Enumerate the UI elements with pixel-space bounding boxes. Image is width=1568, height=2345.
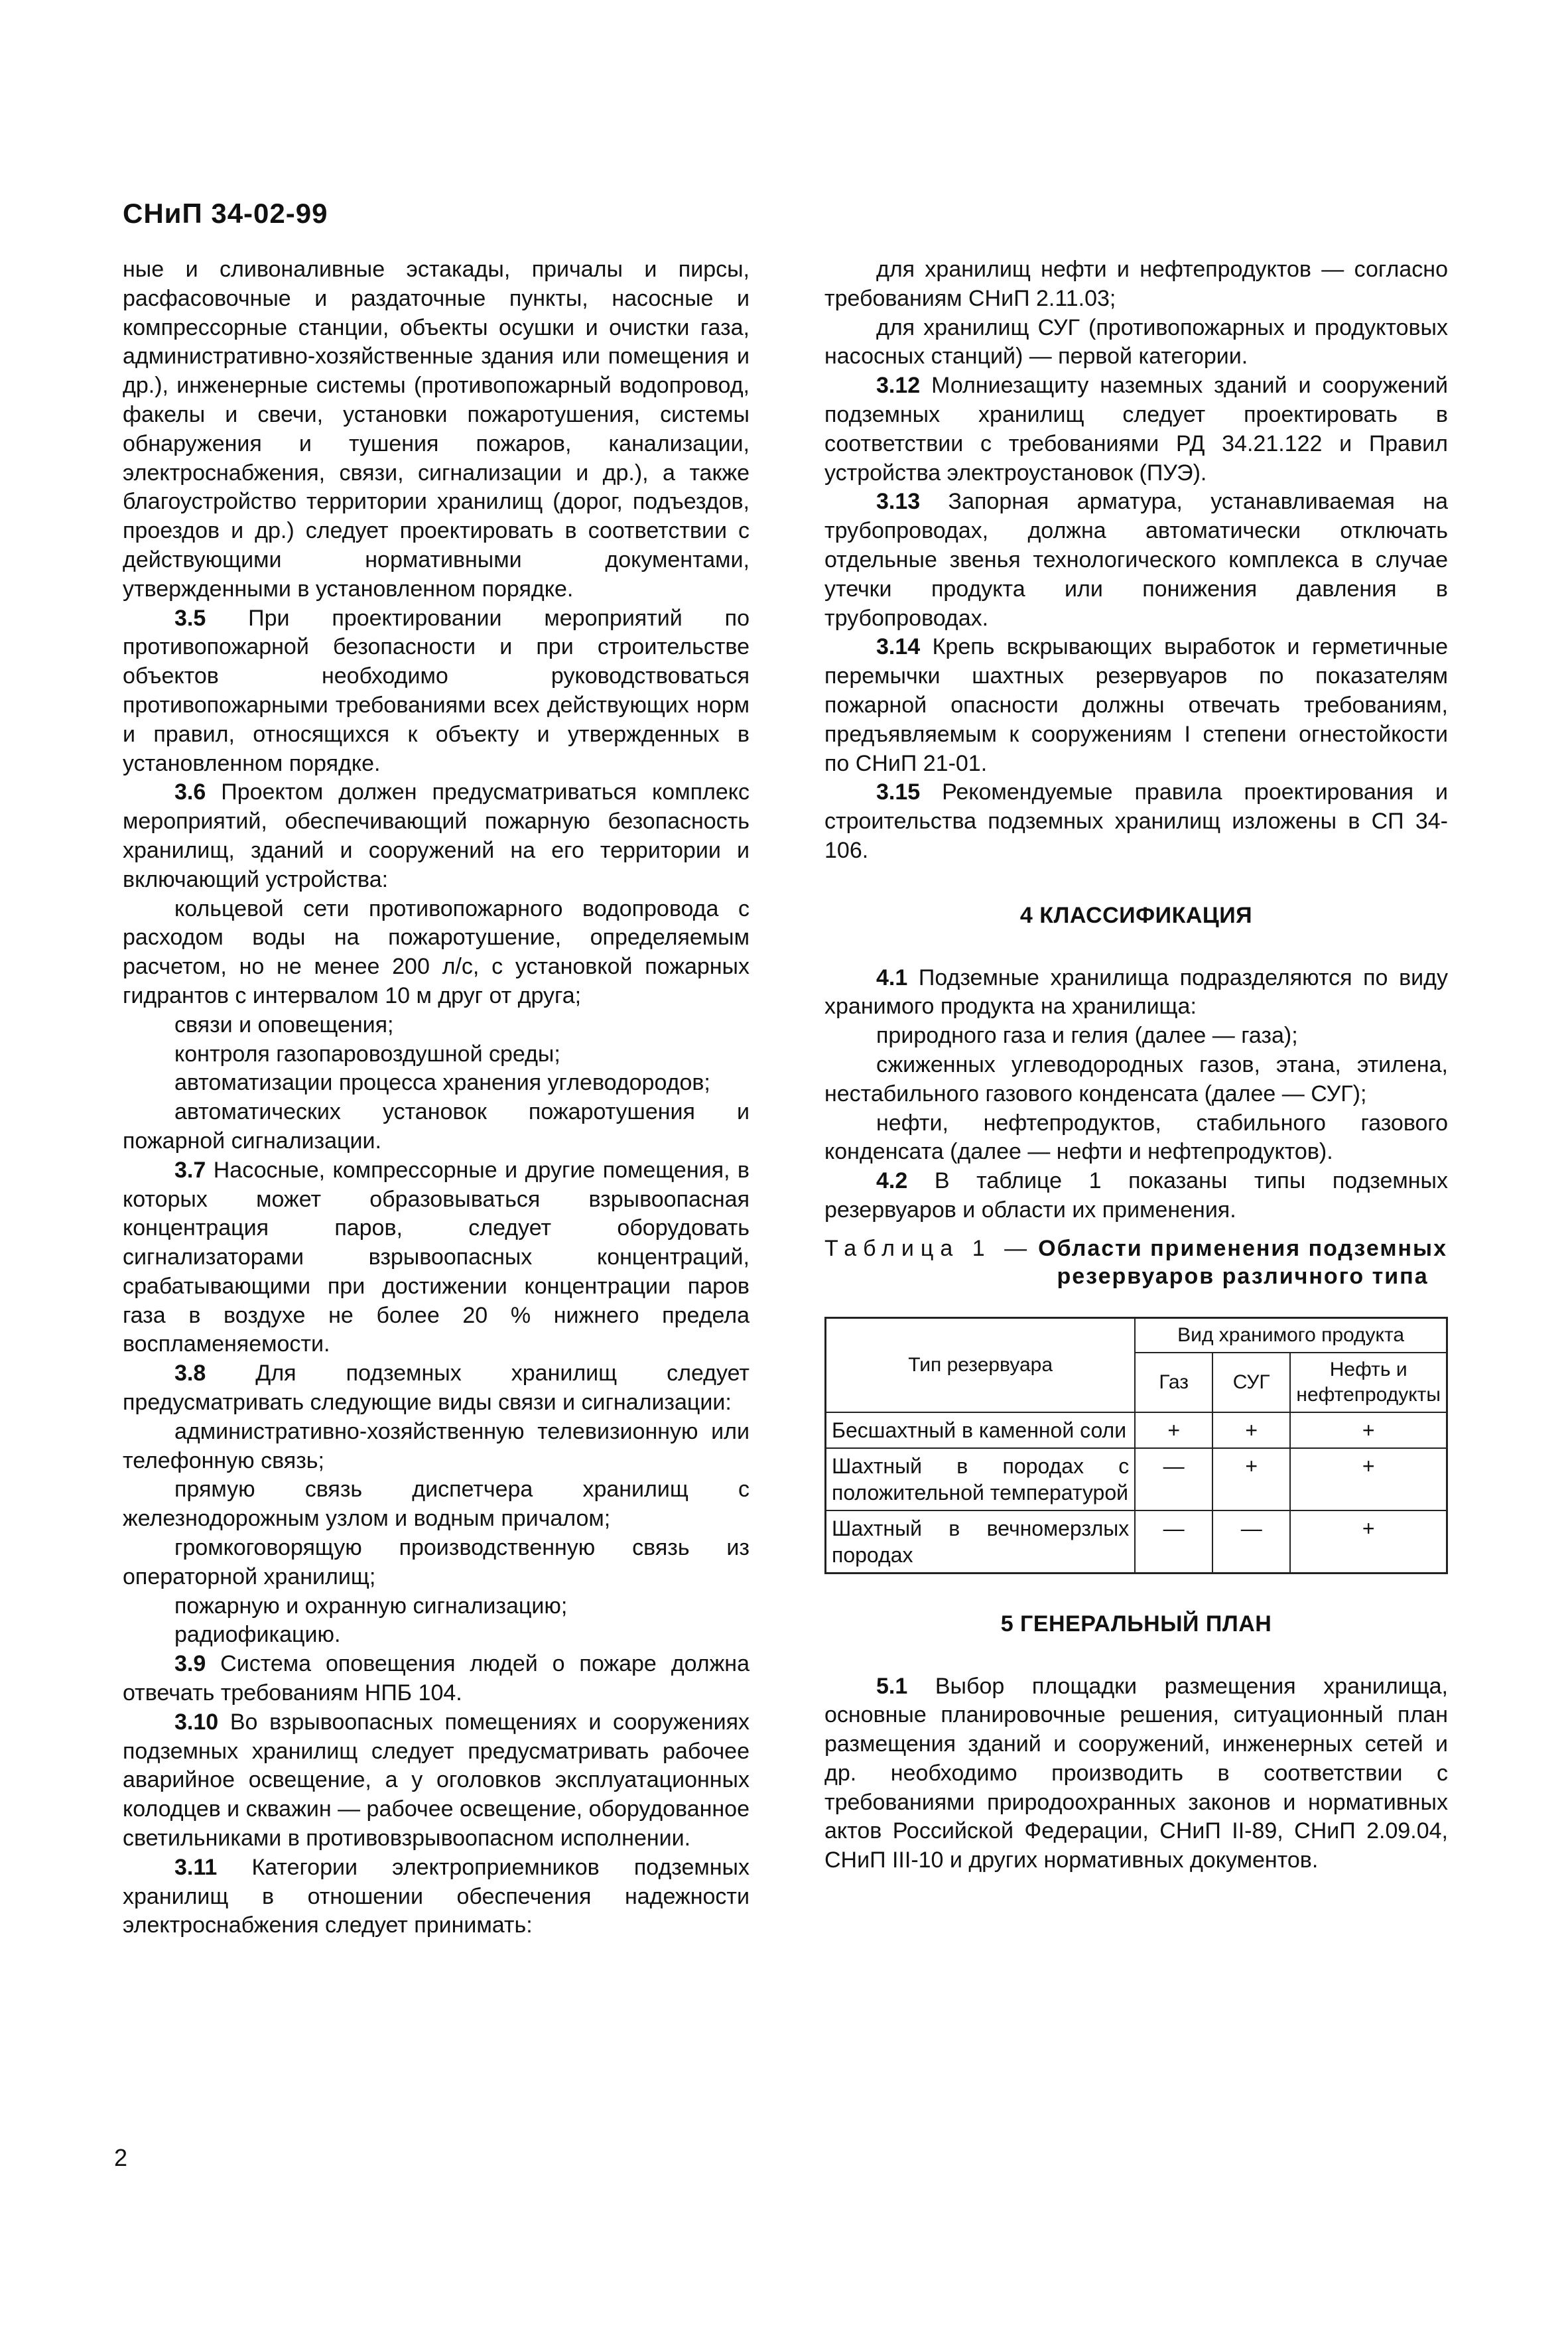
table-row: [826, 1412, 1447, 1448]
cell-type: Шахтный в вечномерзлых породах: [826, 1510, 1136, 1574]
clause-number: 4.1: [876, 965, 908, 990]
cell-oil: +: [1290, 1510, 1447, 1574]
paragraph-4-1: [824, 964, 1448, 1022]
cell-gas: —: [1135, 1448, 1212, 1510]
clause-number: 3.12: [876, 373, 921, 399]
paragraph-4-2: [824, 1167, 1448, 1225]
paragraph-3-8: [123, 1359, 750, 1418]
clause-text: Для подземных хранилищ следует предусматривать следующие виды связи и сигнализации:: [123, 1361, 750, 1416]
list-item: автоматизации процесса хранения углеводородов;: [174, 1070, 710, 1096]
right-column: [824, 255, 1448, 1875]
page-number: 2: [114, 2144, 128, 2171]
clause-text: Крепь вскрывающих выработок и герметичные перемычки шахтных резервуаров по показателям пожарной опасности должны отвечать требованиям, предъявляемым к сооружениям I степени огнестойкости по СНиП 21-01.: [824, 634, 1448, 776]
list-item: связи и оповещения;: [174, 1012, 394, 1038]
cell-sug: +: [1212, 1448, 1290, 1510]
section-heading-general-plan: 5 ГЕНЕРАЛЬНЫЙ ПЛАН: [1000, 1611, 1272, 1637]
list-item: для хранилищ СУГ (противопожарных и продуктовых насосных станций) — первой категории.: [824, 314, 1448, 369]
clause-number: 3.10: [174, 1709, 219, 1735]
table-caption: [824, 1235, 1448, 1290]
clause-number: 3.11: [174, 1854, 218, 1880]
reservoir-table: [824, 1317, 1448, 1574]
paragraph-3-7: [123, 1156, 750, 1360]
paragraph-3-13: [824, 488, 1448, 633]
clause-number: 3.9: [174, 1651, 206, 1677]
paragraph-3-5: [123, 604, 750, 779]
cell-type: Шахтный в породах с положительной температурой: [826, 1448, 1136, 1510]
clause-text: Выбор площадки размещения хранилища, основные планировочные решения, ситуационный план размещения зданий и сооружений, инженерных сетей и др. необходимо производить в соответствии с требованиями природоохранных законов и нормативных актов Российской Федерации, СНиП II-89, СНиП 2.09.04, СНиП III-10 и других нормативных документов.: [824, 1673, 1448, 1873]
clause-number: 3.8: [174, 1361, 206, 1386]
cell-sug: +: [1212, 1412, 1290, 1448]
list-item: для хранилищ нефти и нефтепродуктов — согласно требованиям СНиП 2.11.03;: [824, 257, 1448, 311]
clause-number: 3.5: [174, 605, 206, 631]
paragraph-3-9: [123, 1650, 750, 1708]
cell-oil: +: [1290, 1412, 1447, 1448]
table-header-row: [826, 1317, 1447, 1353]
paragraph-3-14: [824, 633, 1448, 778]
cell-sug: —: [1212, 1510, 1290, 1574]
list-item: автоматических установок пожаротушения и пожарной сигнализации.: [123, 1099, 750, 1154]
paragraph-3-6: [123, 778, 750, 894]
cell-type: Бесшахтный в каменной соли: [826, 1412, 1136, 1448]
clause-number: 3.14: [876, 634, 921, 660]
paragraph-3-11: [123, 1853, 750, 1940]
clause-number: 3.13: [876, 489, 921, 515]
list-item: прямую связь диспетчера хранилищ с железнодорожным узлом и водным причалом;: [123, 1477, 750, 1532]
document-code-header: СНиП 34-02-99: [123, 198, 328, 229]
clause-text: Запорная арматура, устанавливаемая на трубопроводах, должна автоматически отключать отдельные звенья технологического комплекса в случае утечки продукта или понижения давления в трубопроводах.: [824, 489, 1448, 631]
clause-text: В таблице 1 показаны типы подземных резервуаров и области их применения.: [824, 1168, 1448, 1223]
paragraph-3-12: [824, 371, 1448, 488]
paragraph-5-1: [824, 1672, 1448, 1876]
clause-text: Категории электроприемников подземных хранилищ в отношении обеспечения надежности электроснабжения следует принимать:: [123, 1854, 750, 1938]
header-type: Тип резервуара: [826, 1317, 1136, 1412]
cell-oil: +: [1290, 1448, 1447, 1510]
clause-number: 3.15: [876, 779, 921, 805]
clause-text: Молниезащиту наземных зданий и сооружений подземных хранилищ следует проектировать в соответствии с требованиями РД 34.21.122 и Правил устройства электроустановок (ПУЭ).: [824, 373, 1448, 486]
clause-text: Насосные, компрессорные и другие помещения, в которых может образовываться взрывоопасная концентрация паров, следует оборудовать сигнализаторами взрывоопасных концентраций, срабатывающими при достижении концентрации паров газа в воздухе не более 20 % нижнего предела воспламеняемости.: [123, 1157, 750, 1357]
paragraph-3-10: [123, 1708, 750, 1853]
clause-text: Подземные хранилища подразделяются по виду хранимого продукта на хранилища:: [824, 965, 1448, 1020]
list-item: радиофикацию.: [174, 1622, 341, 1648]
table-row: [826, 1510, 1447, 1574]
clause-text: Система оповещения людей о пожаре должна отвечать требованиям НПБ 104.: [123, 1651, 750, 1706]
paragraph-continued: ные и сливоналивные эстакады, причалы и пирсы, расфасовочные и раздаточные пункты, насосные и компрессорные станции, объекты осушки и очистки газа, административно-хозяйственные здания или помещения и др.), инженерные системы (противопожарный водопровод, факелы и свечи, установки пожаротушения, системы обнаружения и тушения пожаров, канализации, электроснабжения, связи, сигнализации и др.), а также благоустройство территории хранилищ (дорог, подъездов, проездов и др.) следует проектировать в соответствии с действующими нормативными документами, утвержденными в установленном порядке.: [123, 257, 750, 602]
table-title: Области применения подземных резервуаров различного типа: [1038, 1235, 1447, 1289]
left-column: [123, 255, 750, 1940]
list-item: административно-хозяйственную телевизионную или телефонную связь;: [123, 1418, 750, 1473]
paragraph-3-15: [824, 778, 1448, 865]
clause-number: 5.1: [876, 1673, 908, 1699]
cell-gas: +: [1135, 1412, 1212, 1448]
list-item: нефти, нефтепродуктов, стабильного газового конденсата (далее — нефти и нефтепродуктов).: [824, 1110, 1448, 1165]
clause-text: Проектом должен предусматриваться комплекс мероприятий, обеспечивающий пожарную безопасность хранилищ, зданий и сооружений на его территории и включающий устройства:: [123, 779, 750, 892]
table-label: Таблица 1 —: [824, 1235, 1034, 1261]
header-oil: Нефть и нефтепродукты: [1290, 1353, 1447, 1412]
cell-gas: —: [1135, 1510, 1212, 1574]
list-item: громкоговорящую производственную связь из операторной хранилищ;: [123, 1535, 750, 1589]
header-gas: Газ: [1135, 1353, 1212, 1412]
section-heading-classification: 4 КЛАССИФИКАЦИЯ: [1019, 902, 1253, 928]
clause-number: 3.7: [174, 1157, 206, 1183]
clause-text: Рекомендуемые правила проектирования и строительства подземных хранилищ изложены в СП 34-106.: [824, 779, 1448, 863]
list-item: пожарную и охранную сигнализацию;: [174, 1593, 568, 1619]
clause-text: Во взрывоопасных помещениях и сооружениях подземных хранилищ следует предусматривать рабочее аварийное освещение, а у оголовков эксплуатационных колодцев и скважин — рабочее освещение, оборудованное светильниками в противовзрывоопасном исполнении.: [123, 1709, 750, 1851]
table-row: [826, 1448, 1447, 1510]
list-item: сжиженных углеводородных газов, этана, этилена, нестабильного газового конденсата (далее — СУГ);: [824, 1051, 1448, 1106]
clause-text: При проектировании мероприятий по противопожарной безопасности и при строительстве объектов необходимо руководствоваться противопожарными требованиями всех действующих норм и правил, относящихся к объекту и утвержденных в установленном порядке.: [123, 605, 750, 776]
list-item: природного газа и гелия (далее — газа);: [876, 1023, 1298, 1049]
clause-number: 3.6: [174, 779, 206, 805]
header-product-group: Вид хранимого продукта: [1135, 1317, 1447, 1353]
list-item: контроля газопаровоздушной среды;: [174, 1041, 560, 1067]
clause-number: 4.2: [876, 1168, 908, 1194]
header-sug: СУГ: [1212, 1353, 1290, 1412]
list-item: кольцевой сети противопожарного водопровода с расходом воды на пожаротушение, определяемым расчетом, но не менее 200 л/с, с установкой пожарных гидрантов с интервалом 10 м друг от друга;: [123, 896, 750, 1008]
